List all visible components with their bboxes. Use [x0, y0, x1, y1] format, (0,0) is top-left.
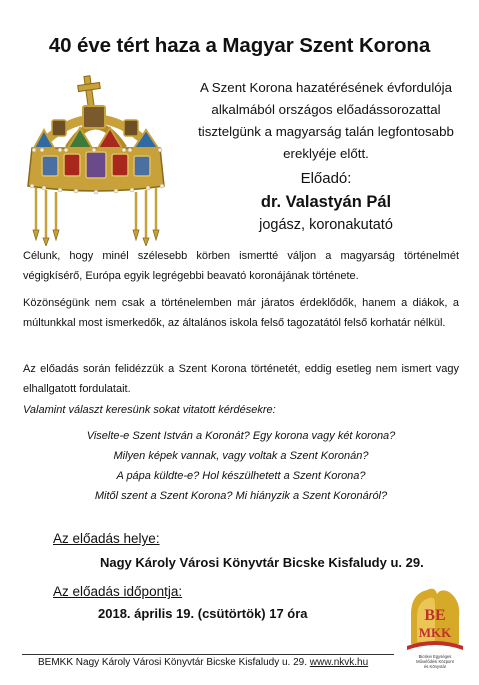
logo-caption-line: Bicskei Egységes	[418, 654, 452, 659]
intro-line: A Szent Korona hazatérésének évfordulója	[199, 80, 453, 95]
paragraph-goal: Célunk, hogy minél szélesebb körben ismertté váljon a magyarság történelmét végigkísérő, Európa egyik legrégebbi beavató koronájának története.	[23, 250, 459, 282]
bemkk-logo-icon	[405, 584, 465, 672]
venue-value: Nagy Károly Városi Könyvtár Bicske Kisfaludy u. 29.	[100, 555, 424, 570]
page-title: 40 éve tért haza a Magyar Szent Korona	[48, 34, 431, 57]
holy-crown-icon	[20, 74, 175, 246]
intro-line: tisztelgünk a magyarság talán legfontosabb	[198, 124, 454, 139]
question-item: Mitől szent a Szent Korona? Mi hiányzik a Szent Koronáról?	[94, 490, 388, 502]
question-item: Milyen képek vannak, vagy voltak a Szent Koronán?	[113, 450, 369, 462]
footer-divider	[22, 654, 394, 655]
footer-text: BEMKK Nagy Károly Városi Könyvtár Bicske Kisfaludy u. 29.	[38, 657, 310, 668]
intro-line: alkalmából országos előadássorozattal	[211, 102, 441, 117]
presenter-label: Előadó:	[300, 170, 352, 187]
question-item: Viselte-e Szent István a Koronát? Egy korona vagy két korona?	[86, 430, 396, 442]
footer	[38, 657, 368, 668]
paragraph-audience: Közönségünk nem csak a történelemben már járatos érdeklődők, hanem a diákok, a múltunkkal most ismerkedők, az általános iskola felső tagozatától felső korhatár nélkül.	[23, 297, 459, 329]
paragraph-content: Az előadás során felidézzük a Szent Korona történetét, eddig esetleg nem ismert vagy elhallgatott fordulatait.	[23, 363, 459, 395]
questions-intro: Valamint választ keresünk sokat vitatott kérdésekre:	[23, 404, 276, 416]
logo-caption-line: Művelődési Központ	[416, 659, 454, 664]
footer-website-link[interactable]: www.nkvk.hu	[309, 657, 369, 668]
logo-letters-top: BE	[424, 607, 446, 624]
question-item: A pápa küldte-e? Hol készülhetett a Szent Korona?	[116, 470, 366, 482]
presenter-name: dr. Valastyán Pál	[260, 193, 392, 211]
venue-label: Az előadás helye:	[53, 531, 160, 546]
logo-letters-bottom: MKK	[418, 625, 452, 640]
presenter-role: jogász, koronakutató	[259, 217, 393, 233]
intro-line: ereklyéje előtt.	[283, 146, 369, 161]
date-label: Az előadás időpontja:	[53, 584, 183, 599]
date-value: 2018. április 19. (csütörtök) 17 óra	[98, 606, 308, 621]
logo-caption-line: és Könyvtár	[423, 664, 447, 669]
intro-text	[180, 77, 472, 165]
questions-list	[23, 426, 459, 506]
